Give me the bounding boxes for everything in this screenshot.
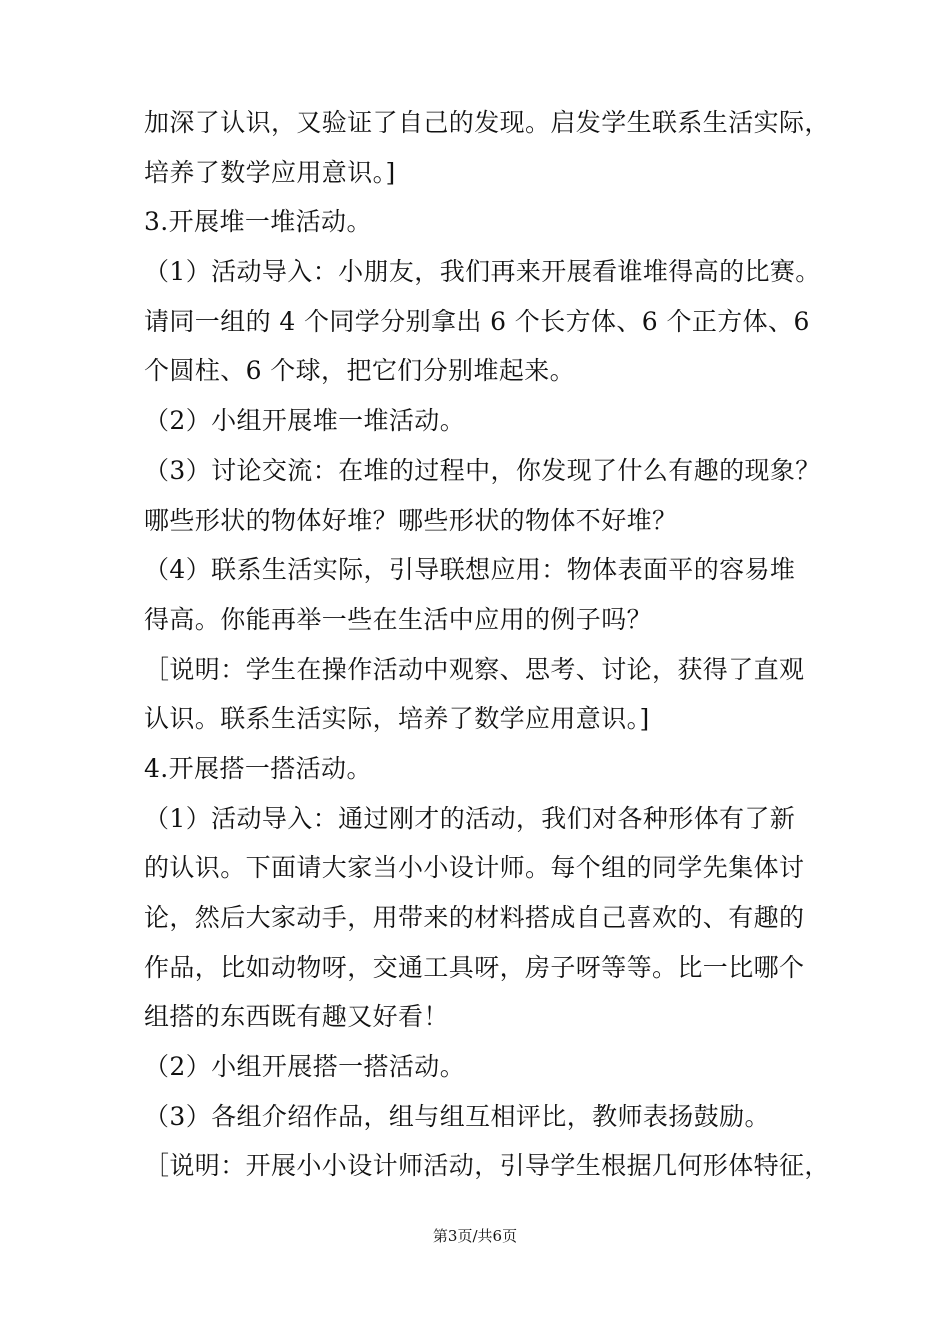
text-line: ［说明：开展小小设计师活动，引导学生根据几何形体特征， xyxy=(144,1151,830,1181)
text-line: 请同一组的 4 个同学分别拿出 6 个长方体、6 个正方体、6 xyxy=(144,306,810,336)
text-line: 培养了数学应用意识。] xyxy=(144,157,396,187)
text-line: （4）联系生活实际，引导联想应用：物体表面平的容易堆 xyxy=(144,555,796,585)
text-line: （1）活动导入：通过刚才的活动，我们对各种形体有了新 xyxy=(144,803,796,833)
text-line: （1）活动导入：小朋友，我们再来开展看谁堆得高的比赛。 xyxy=(144,257,821,287)
body-text xyxy=(144,98,834,1191)
text-line: 哪些形状的物体好堆？哪些形状的物体不好堆？ xyxy=(144,505,678,535)
text-line: （3）各组介绍作品，组与组互相评比，教师表扬鼓励。 xyxy=(144,1101,770,1131)
text-line: （3）讨论交流：在堆的过程中，你发现了什么有趣的现象？ xyxy=(144,455,821,485)
text-line: 组搭的东西既有趣又好看！ xyxy=(144,1002,449,1032)
text-line: 加深了认识，又验证了自己的发现。启发学生联系生活实际， xyxy=(144,108,830,137)
text-line: ［说明：学生在操作活动中观察、思考、讨论，获得了直观 xyxy=(144,654,805,684)
text-line: 得高。你能再举一些在生活中应用的例子吗？ xyxy=(144,604,653,634)
text-line: 论，然后大家动手，用带来的材料搭成自己喜欢的、有趣的 xyxy=(144,903,805,932)
text-line: 的认识。下面请大家当小小设计师。每个组的同学先集体讨 xyxy=(144,853,805,883)
text-line: 认识。联系生活实际，培养了数学应用意识。] xyxy=(144,704,650,734)
text-line: 个圆柱、6 个球，把它们分别堆起来。 xyxy=(144,356,576,386)
text-line: （2）小组开展堆一堆活动。 xyxy=(144,406,466,436)
page-number: 第3页/共6页 xyxy=(432,1227,518,1245)
section-heading: 3.开展堆一堆活动。 xyxy=(144,207,372,237)
section-heading: 4.开展搭一搭活动。 xyxy=(144,753,372,783)
text-line: （2）小组开展搭一搭活动。 xyxy=(144,1052,466,1082)
text-line: 作品，比如动物呀，交通工具呀，房子呀等等。比一比哪个 xyxy=(144,952,805,982)
